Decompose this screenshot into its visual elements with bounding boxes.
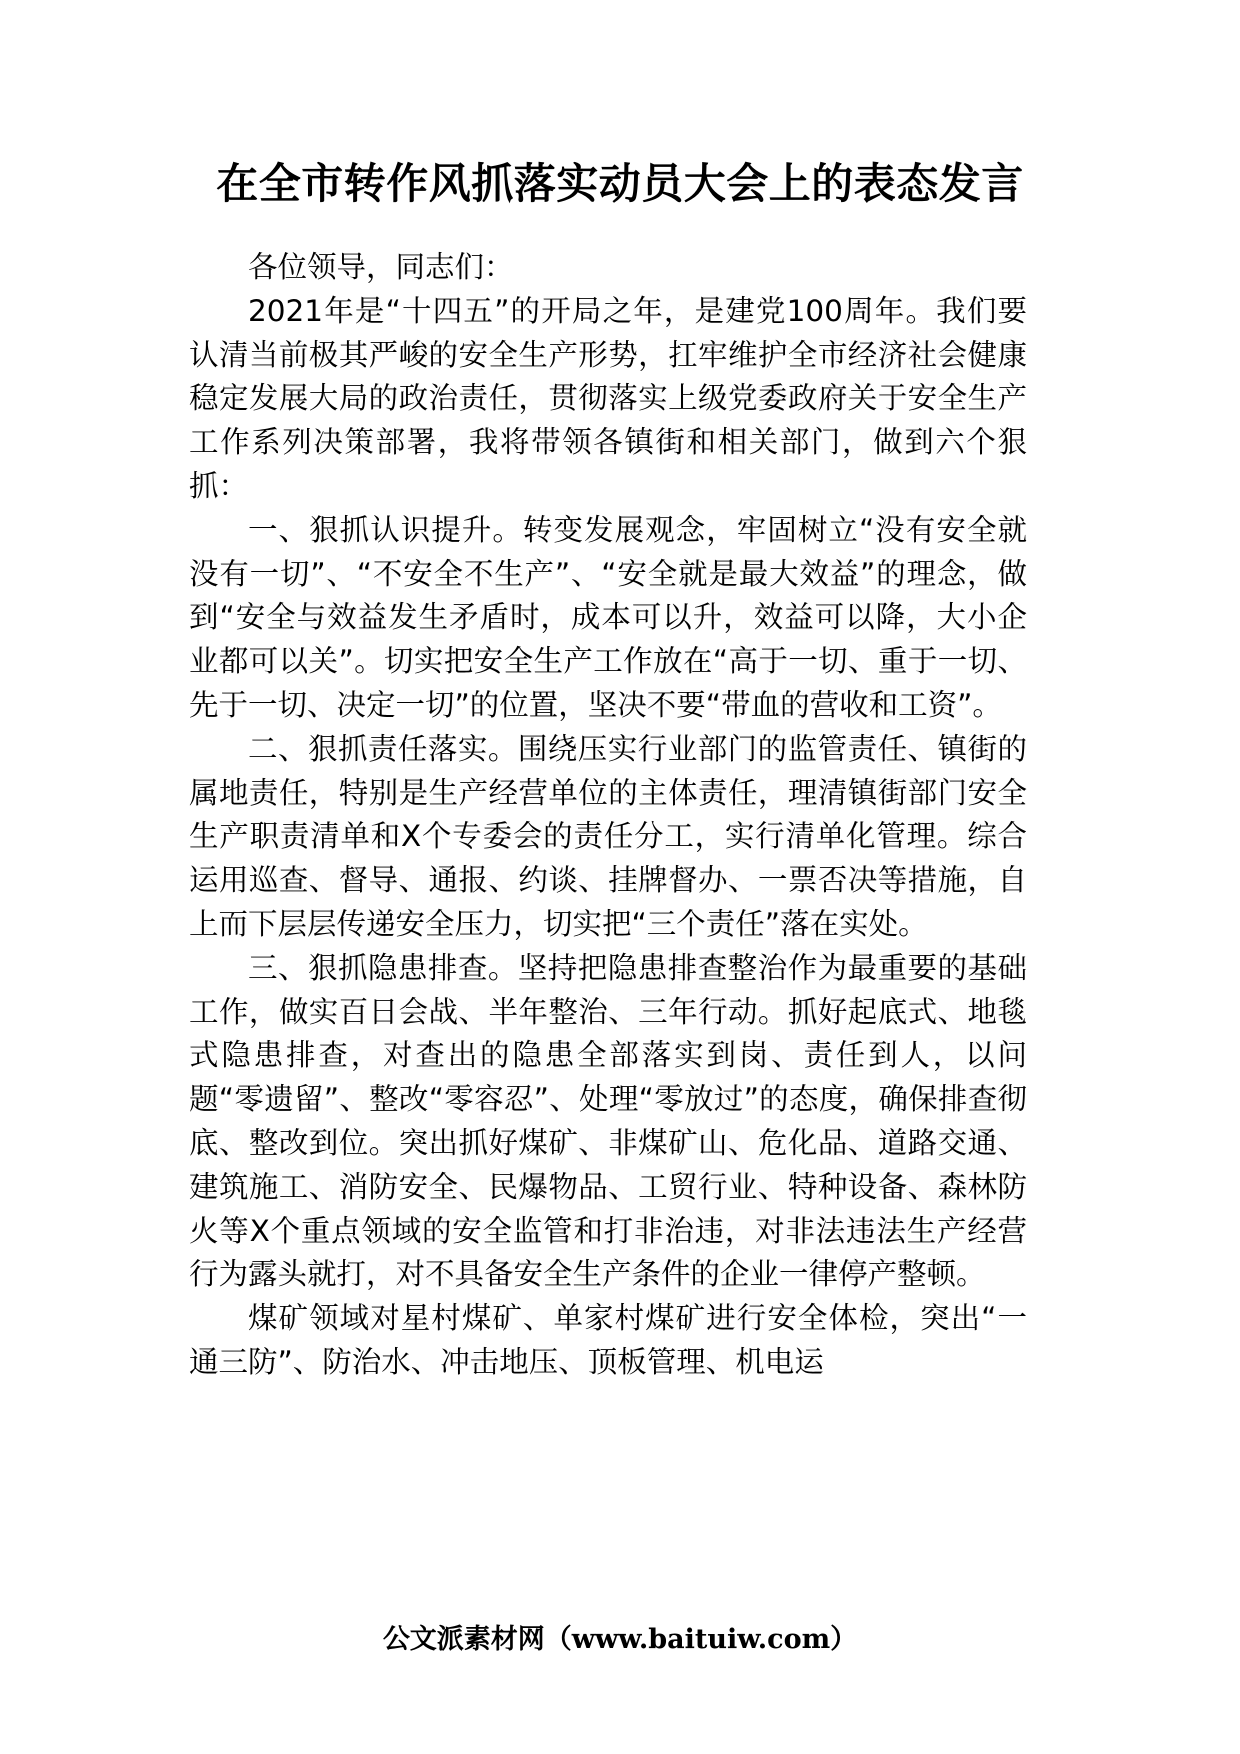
footer-watermark-text: 公文派素材网（www.baituiw.com）: [382, 1624, 858, 1655]
paragraph-coal-mining: 煤矿领域对星村煤矿、单家村煤矿进行安全体检，突出“一通三防”、防治水、冲击地压、顶板管理、机电运: [189, 1301, 1027, 1379]
document-title: 在全市转作风抓落实动员大会上的表态发言: [216, 159, 1024, 208]
document-body: [189, 246, 1027, 1385]
paragraph-intro: 2021年是“十四五”的开局之年，是建党100周年。我们要认清当前极其严峻的安全生产形势，扛牢维护全市经济社会健康稳定发展大局的政治责任，贯彻落实上级党委政府关于安全生产工作系列决策部署，我将带领各镇街和相关部门，做到六个狠抓：: [189, 293, 1027, 503]
paragraph-point-2: 二、狠抓责任落实。围绕压实行业部门的监管责任、镇街的属地责任，特别是生产经营单位的主体责任，理清镇街部门安全生产职责清单和X个专委会的责任分工，实行清单化管理。综合运用巡查、督导、通报、约谈、挂牌督办、一票否决等措施，自上而下层层传递安全压力，切实把“三个责任”落在实处。: [189, 731, 1027, 941]
salutation: 各位领导，同志们：: [248, 250, 514, 284]
paragraph-point-1: 一、狠抓认识提升。转变发展观念，牢固树立“没有安全就没有一切”、“不安全不生产”、“安全就是最大效益”的理念，做到“安全与效益发生矛盾时，成本可以升，效益可以降，大小企业都可以关”。切实把安全生产工作放在“高于一切、重于一切、先于一切、决定一切”的位置，坚决不要“带血的营收和工资”。: [189, 512, 1027, 722]
paragraph-point-3: 三、狠抓隐患排查。坚持把隐患排查整治作为最重要的基础工作，做实百日会战、半年整治、三年行动。抓好起底式、地毯式隐患排查，对查出的隐患全部落实到岗、责任到人，以问题“零遗留”、整改“零容忍”、处理“零放过”的态度，确保排查彻底、整改到位。突出抓好煤矿、非煤矿山、危化品、道路交通、建筑施工、消防安全、民爆物品、工贸行业、特种设备、森林防火等X个重点领域的安全监管和打非治违，对非法违法生产经营行为露头就打，对不具备安全生产条件的企业一律停产整顿。: [189, 950, 1027, 1292]
